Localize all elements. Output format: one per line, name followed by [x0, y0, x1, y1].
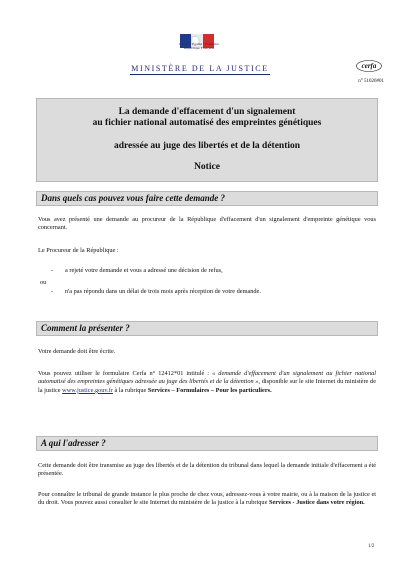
- form-number: n° 51026#01: [358, 79, 384, 84]
- text-run: Pour connaître le tribunal de grande instance le plus proche de chez vous, adressez-vous à votre mairie, ou à la maison de la justice et du droit. Vous pouvez aussi consulter le site Internet du ministère de la justice à la rubrique: [38, 491, 376, 507]
- ministry-underline: [130, 74, 270, 75]
- or-separator: ou: [40, 279, 47, 286]
- title-line-3: adressée au juge des libertés et de la détention: [113, 141, 301, 151]
- list-item-text: a rejeté votre demande et vous a adressé une décision de refus,: [65, 267, 223, 274]
- republic-motto: Liberté • Égalité • Fraternité République Française: [179, 42, 219, 50]
- section1-paragraph-2: Le Procureur de la République :: [38, 247, 119, 254]
- section-heading-when: Dans quels cas pouvez vous faire cette demande ?: [36, 191, 378, 206]
- rubric-bold: Services – Formulaires – Pour les particuliers.: [147, 386, 272, 394]
- title-line-1: La demande d'effacement d'un signalement: [118, 107, 296, 117]
- list-item-text: n'a pas répondu dans un délai de trois mois après réception de votre demande.: [65, 288, 261, 295]
- list-dash: -: [51, 267, 54, 274]
- text-run: , disponible sur le site Internet du ministère de la justice: [38, 378, 376, 394]
- title-line-2: au fichier national automatisé des empreintes génétiques: [92, 118, 322, 128]
- title-box: [36, 98, 378, 182]
- page-number: 1/2: [368, 544, 375, 549]
- text-run: Vous pouvez utiliser le formulaire Cerfa n° 12412*01 intitulé :: [38, 370, 213, 377]
- section-heading-how: Comment la présenter ?: [36, 321, 378, 336]
- form-title-italic: « demande d'effacement d'un signalement au fichier national automatisé des empreintes génétiques adressée au juge des libertés et de la détention »: [38, 370, 376, 386]
- section2-paragraph-1: Votre demande doit être écrite.: [38, 348, 116, 355]
- list-dash: -: [51, 288, 54, 295]
- cerfa-label: cerfa: [361, 62, 377, 70]
- text-run: à la rubrique: [112, 386, 148, 394]
- section3-paragraph-2: [38, 491, 376, 508]
- section3-paragraph-1: Cette demande doit être transmise au juge des libertés et de la détention du tribunal dans lequel la demande initiale d'effacement a été présentée.: [38, 462, 376, 478]
- justice-website-link[interactable]: www.justice.gouv.fr: [62, 386, 113, 394]
- cerfa-logo: [356, 60, 382, 72]
- rubric-bold: Services - Justice dans votre région.: [268, 499, 365, 507]
- section2-paragraph-2: [38, 370, 376, 395]
- section1-paragraph-1: Vous avez présenté une demande au procureur de la République d'effacement d'un signalement d'empreinte génétique vous concernant.: [38, 216, 376, 232]
- section-heading-who: A qui l'adresser ?: [36, 436, 378, 451]
- ministry-name: MINISTÈRE DE LA JUSTICE: [131, 64, 269, 73]
- title-notice: Notice: [194, 162, 220, 172]
